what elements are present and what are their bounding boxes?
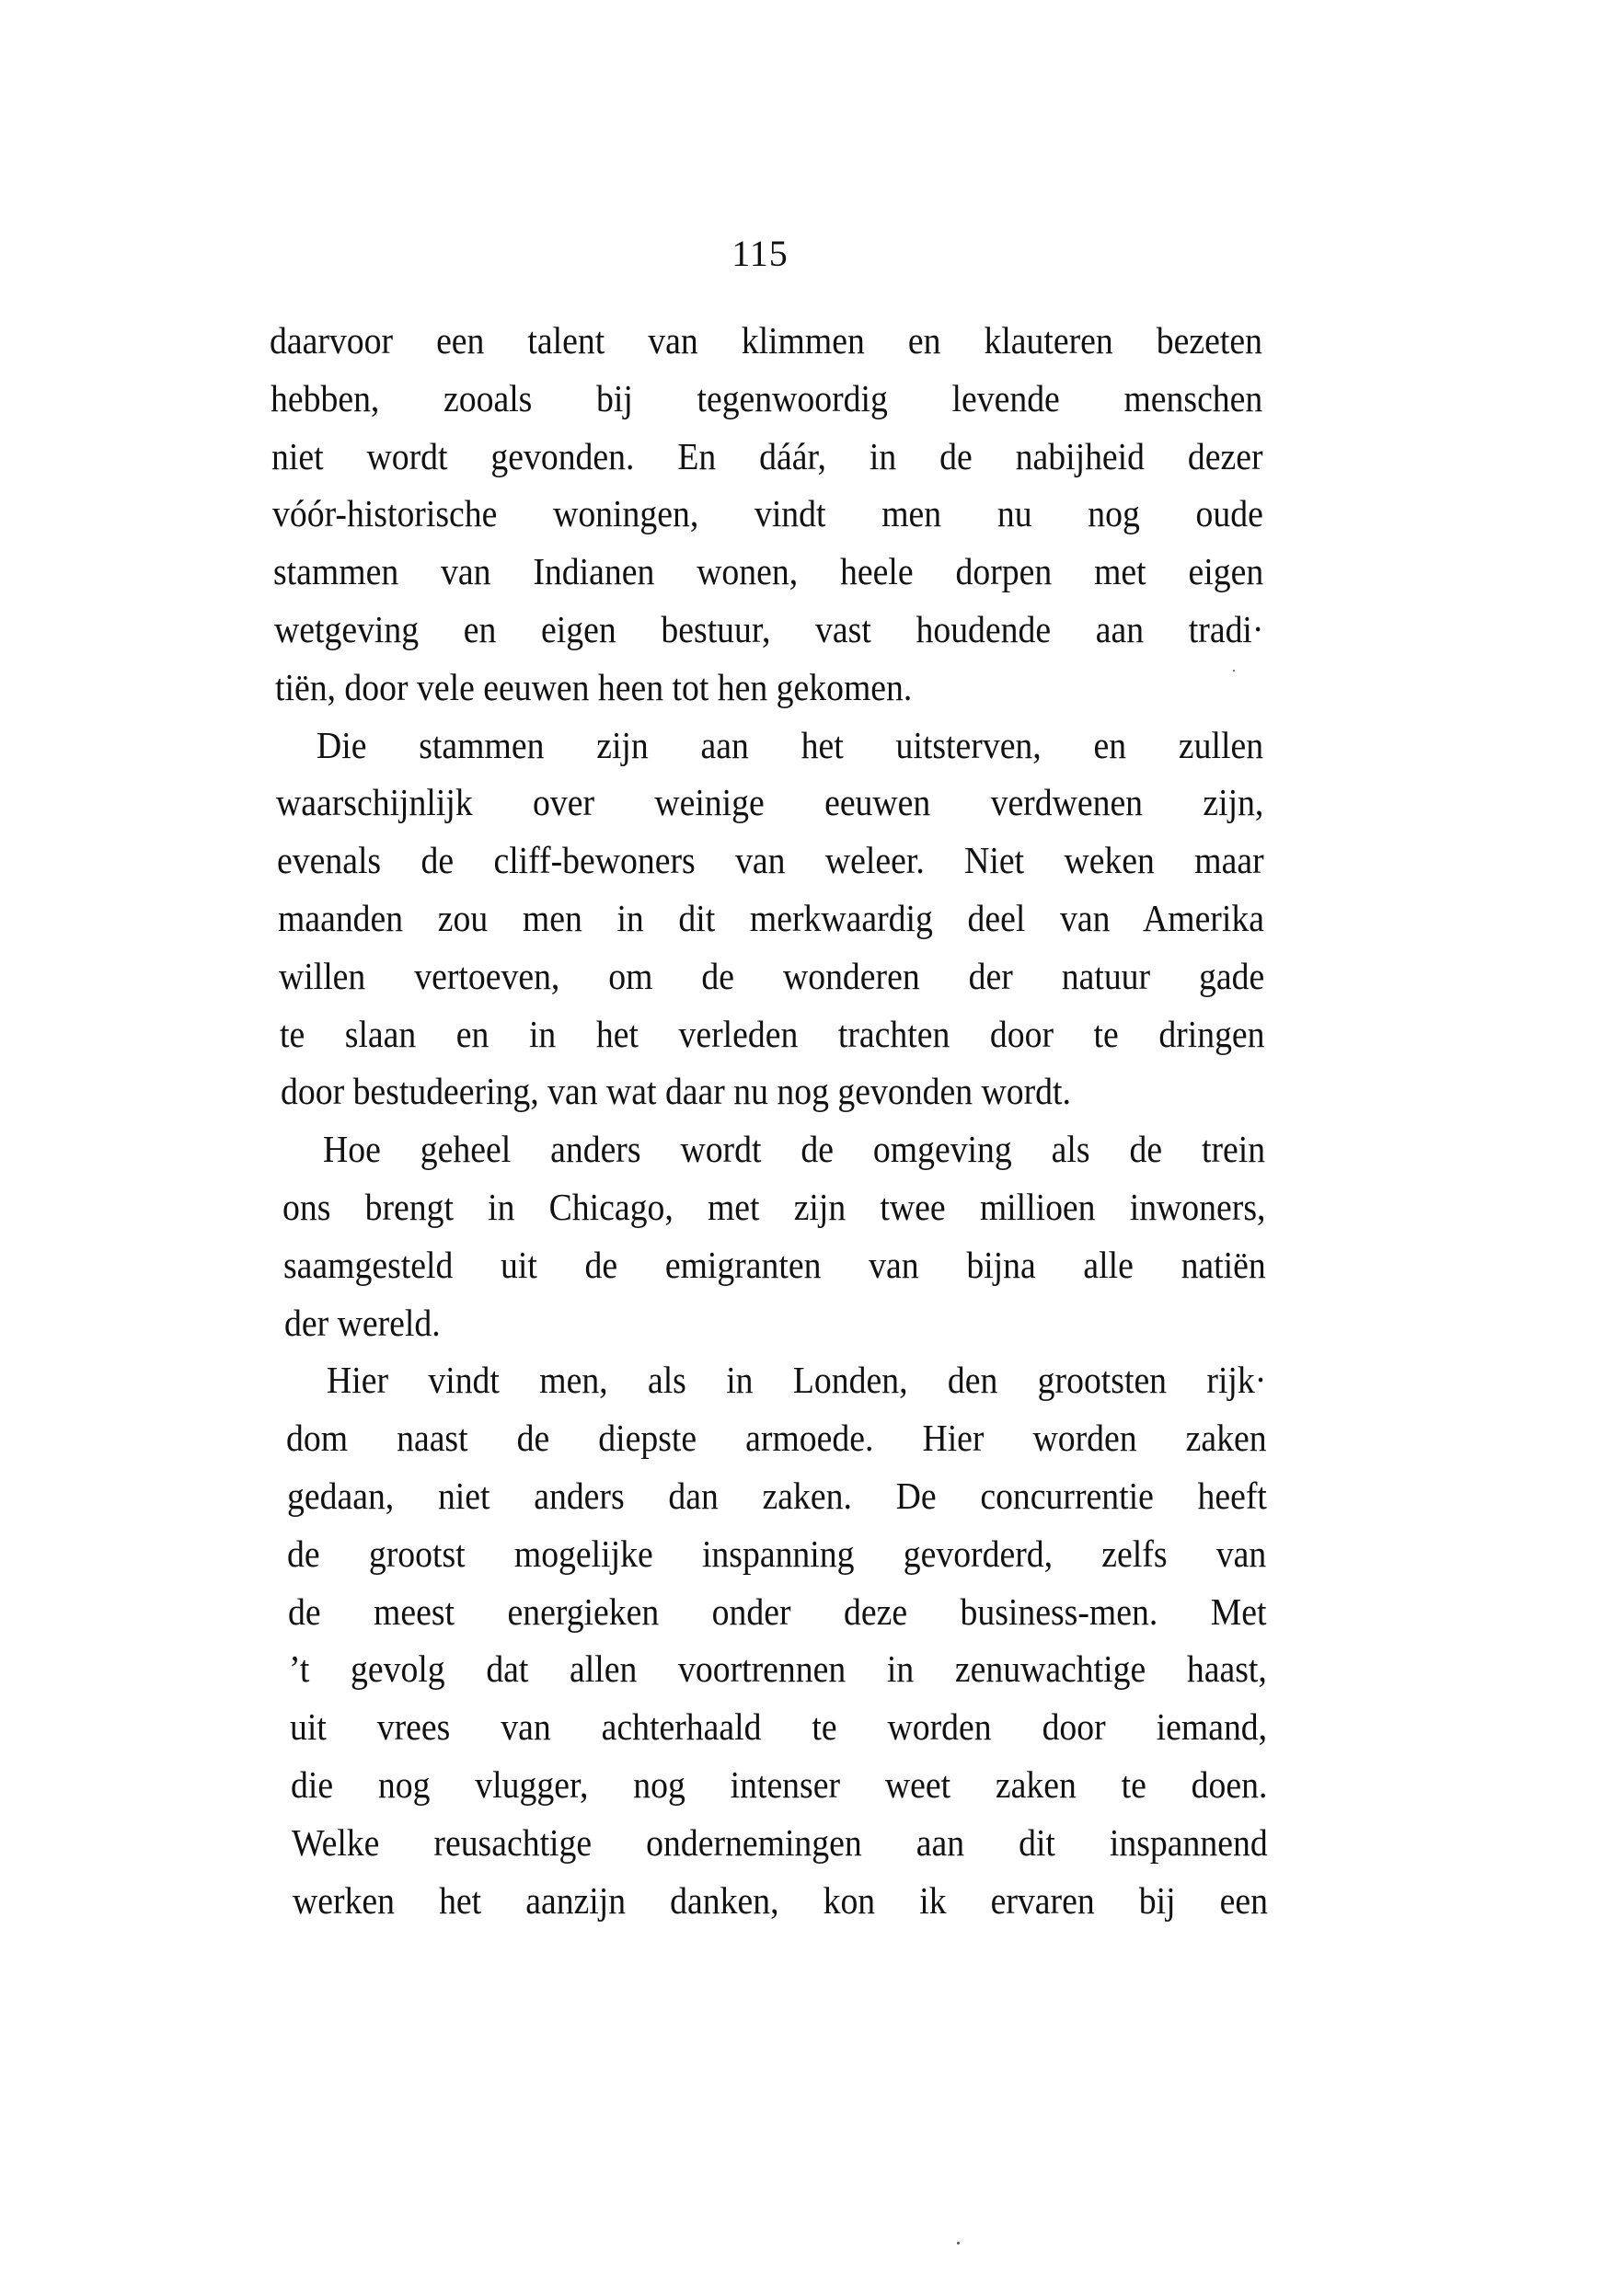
text-line: tiën, door vele eeuwen heen tot hen gekomen. (274, 665, 912, 708)
text-line: daarvoor een talent van klimmen en klauteren bezeten (270, 319, 1262, 362)
text-line: Hier vindt men, als in Londen, den grootsten rijk· (326, 1359, 1266, 1402)
text-line: der wereld. (283, 1301, 441, 1344)
text-line: die nog vlugger, nog intenser weet zaken te doen. (291, 1763, 1268, 1806)
text-line: niet wordt gevonden. En dáár, in de nabijheid dezer (271, 434, 1263, 477)
text-line: waarschijnlijk over weinige eeuwen verdwenen zijn, (276, 781, 1264, 824)
text-line: Welke reusachtige ondernemingen aan dit inspannend (292, 1820, 1268, 1864)
text-line: gedaan, niet anders dan zaken. De concurrentie heeft (286, 1475, 1267, 1517)
text-line: door bestudeering, van wat daar nu nog gevonden wordt. (281, 1070, 1071, 1113)
text-line: saamgesteld uit de emigranten van bijna alle natiën (282, 1243, 1266, 1286)
page-number: 115 (731, 233, 789, 274)
text-line: wetgeving en eigen bestuur, vast houdende aan tradi· (273, 608, 1264, 650)
text-line: maanden zou men in dit merkwaardig deel van Amerika (278, 897, 1265, 939)
scan-speck (957, 2242, 960, 2244)
text-line: werken het aanzijn danken, kon ik ervaren bij een (293, 1878, 1268, 1922)
scan-speck (1233, 670, 1235, 672)
text-line: stammen van Indianen wonen, heele dorpen met eigen (272, 550, 1263, 593)
text-line: vóór-historische woningen, vindt men nu nog oude (271, 492, 1263, 535)
text-line: dom naast de diepste armoede. Hier worden zaken (285, 1417, 1267, 1460)
text-line: uit vrees van achterhaald te worden door iemand, (290, 1705, 1268, 1749)
text-line: de grootst mogelijke inspanning gevorderd, zelfs van (287, 1532, 1267, 1575)
text-line: Die stammen zijn aan het uitsterven, en zullen (317, 723, 1264, 766)
text-line: te slaan en in het verleden trachten door te dringen (280, 1012, 1265, 1055)
text-line: evenals de cliff-bewoners van weleer. Niet weken maar (277, 839, 1264, 882)
text-line: ’t gevolg dat allen voortrennen in zenuwachtige haast, (289, 1647, 1268, 1691)
text-line: willen vertoeven, om de wonderen der natuur gade (279, 954, 1265, 997)
text-line: Hoe geheel anders wordt de omgeving als de trein (322, 1128, 1266, 1171)
text-line: ons brengt in Chicago, met zijn twee millioen inwoners, (282, 1186, 1266, 1228)
text-line: hebben, zooals bij tegenwoordig levende menschen (270, 376, 1263, 419)
text-line: de meest energieken onder deze business-men. Met (288, 1590, 1267, 1633)
